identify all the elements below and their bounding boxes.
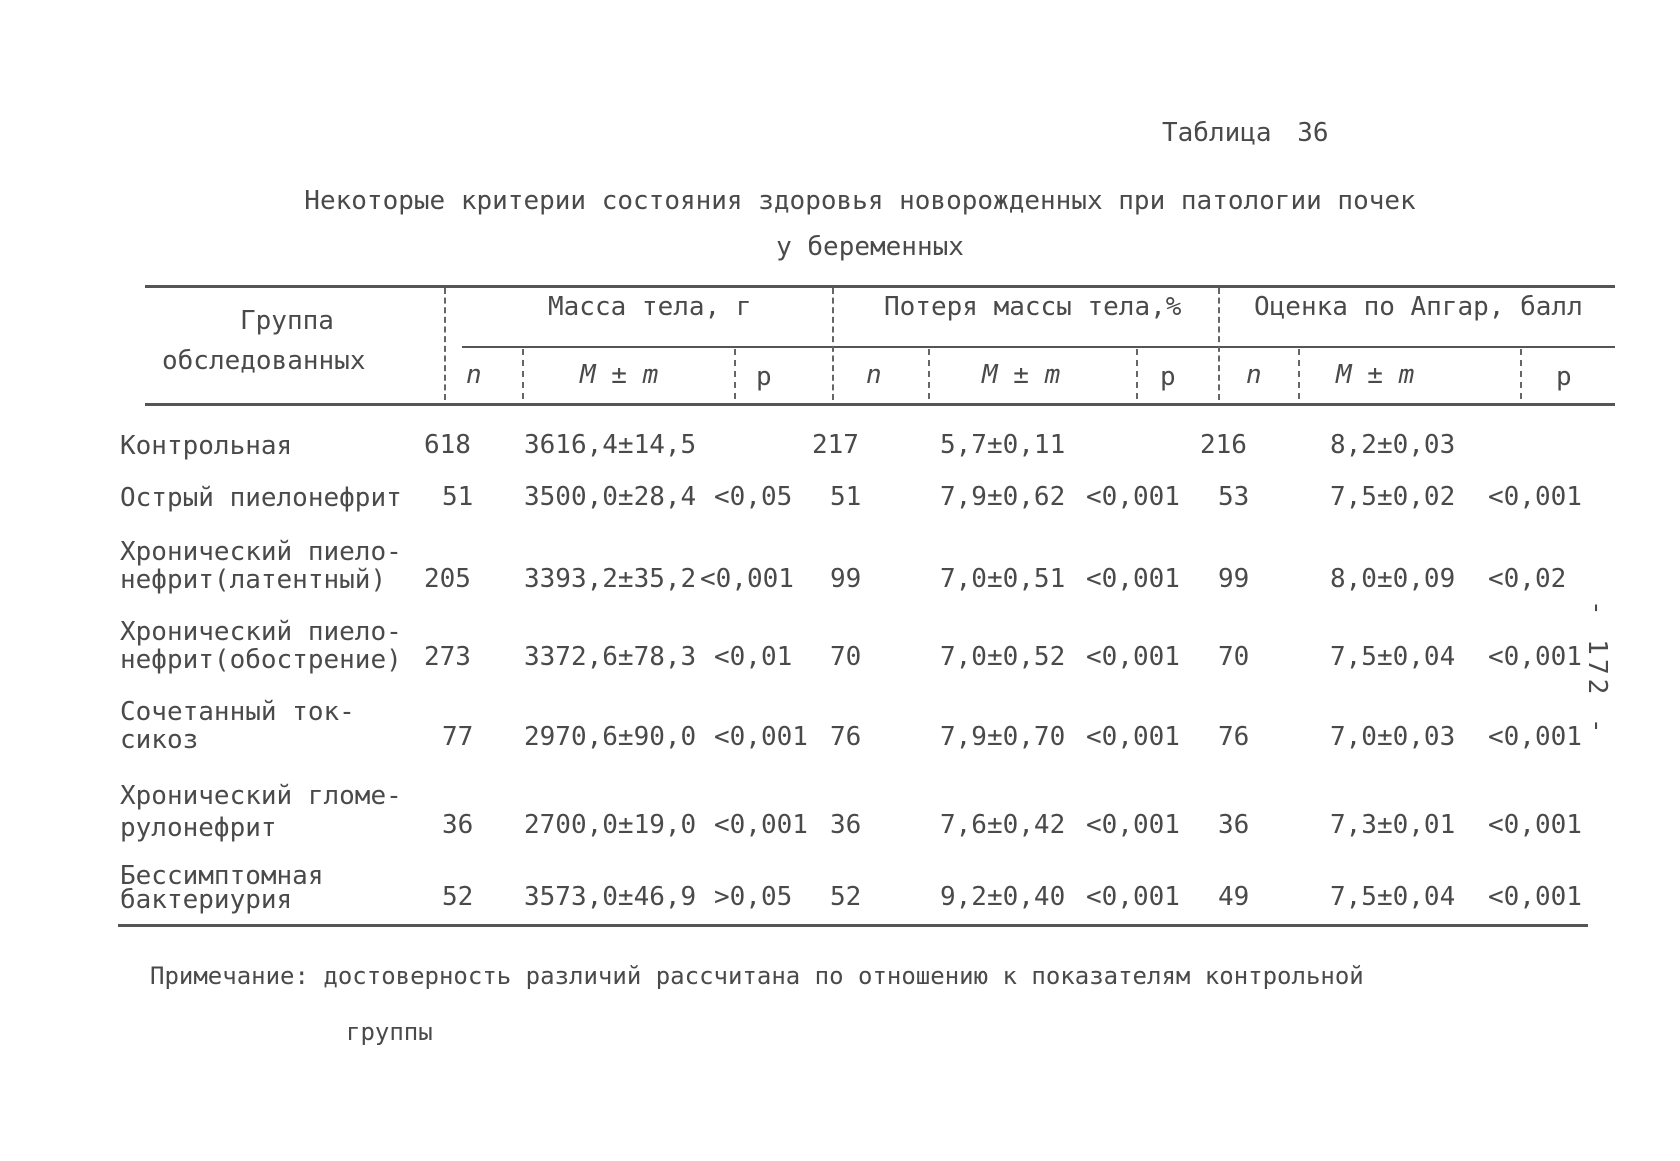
subheader-divider [928, 349, 930, 399]
row-mm-mass: 3372,6±78,3 [524, 642, 697, 672]
row-mm-mass: 3616,4±14,5 [524, 430, 697, 460]
row-n-mass: 273 [424, 642, 471, 672]
row-mm-apgar: 8,2±0,03 [1330, 430, 1456, 460]
row-n-apgar: 53 [1218, 482, 1250, 512]
row-p-mass: <0,001 [700, 564, 794, 594]
header-divider [832, 288, 834, 400]
row-mm-mass: 3500,0±28,4 [524, 482, 697, 512]
row-mm-apgar: 7,3±0,01 [1330, 810, 1456, 840]
row-p-loss: <0,001 [1086, 482, 1180, 512]
row-group: Хронический пиело- [120, 617, 402, 647]
header-bottom-rule [145, 403, 1615, 406]
row-p-mass: >0,05 [714, 882, 793, 912]
row-group: бактериурия [120, 885, 293, 915]
row-n-mass: 36 [442, 810, 474, 840]
row-n-mass: 77 [442, 722, 474, 752]
row-p-loss: <0,001 [1086, 564, 1180, 594]
row-n-apgar: 36 [1218, 810, 1250, 840]
table-title-line1: Некоторые критерии состояния здоровья новорожденных при патологии почек [304, 186, 1416, 216]
row-n-mass: 205 [424, 564, 471, 594]
subheader-n: n [1246, 360, 1262, 390]
row-group: нефрит(обострение) [120, 645, 402, 675]
row-n-loss: 36 [830, 810, 862, 840]
row-p-apgar: <0,02 [1488, 564, 1567, 594]
header-divider [444, 288, 446, 400]
row-p-apgar: <0,001 [1488, 642, 1582, 672]
row-mm-mass: 2970,6±90,0 [524, 722, 697, 752]
table-title-line2: у беременных [776, 232, 964, 262]
row-mm-loss: 7,9±0,70 [940, 722, 1066, 752]
row-p-apgar: <0,001 [1488, 722, 1582, 752]
header-apgar: Оценка по Апгар, балл [1254, 292, 1583, 322]
row-n-apgar: 76 [1218, 722, 1250, 752]
row-mm-loss: 7,0±0,52 [940, 642, 1066, 672]
table-label: Таблица 36 [1162, 118, 1329, 148]
row-group: нефрит(латентный) [120, 565, 387, 595]
subheader-p: p [1160, 362, 1176, 392]
row-mm-apgar: 7,0±0,03 [1330, 722, 1456, 752]
row-n-loss: 217 [812, 430, 859, 460]
row-p-loss: <0,001 [1086, 722, 1180, 752]
row-p-loss: <0,001 [1086, 882, 1180, 912]
table-bottom-rule [118, 924, 1588, 927]
row-n-apgar: 70 [1218, 642, 1250, 672]
footnote-line2: группы [346, 1018, 433, 1046]
row-mm-loss: 9,2±0,40 [940, 882, 1066, 912]
subheader-divider [734, 349, 736, 399]
row-mm-apgar: 7,5±0,02 [1330, 482, 1456, 512]
header-mass: Масса тела, г [548, 292, 752, 322]
row-p-loss: <0,001 [1086, 642, 1180, 672]
row-group: рулонефрит [120, 813, 277, 843]
row-n-apgar: 49 [1218, 882, 1250, 912]
row-n-apgar: 99 [1218, 564, 1250, 594]
row-n-loss: 70 [830, 642, 862, 672]
row-mm-loss: 7,9±0,62 [940, 482, 1066, 512]
page-number: - 172 - [1582, 600, 1612, 738]
subheader-n: n [466, 360, 482, 390]
row-n-loss: 52 [830, 882, 862, 912]
row-mm-loss: 5,7±0,11 [940, 430, 1066, 460]
row-n-loss: 99 [830, 564, 862, 594]
subheader-rule [462, 346, 1615, 348]
subheader-mm: M ± m [982, 360, 1061, 390]
row-group: Хронический пиело- [120, 537, 402, 567]
row-mm-apgar: 8,0±0,09 [1330, 564, 1456, 594]
row-group: Сочетанный ток- [120, 697, 355, 727]
row-p-mass: <0,01 [714, 642, 793, 672]
header-group-line2: обследованных [162, 346, 366, 376]
row-group: Бессимптомная [120, 861, 324, 891]
row-p-apgar: <0,001 [1488, 810, 1582, 840]
subheader-n: n [866, 360, 882, 390]
row-p-mass: <0,001 [714, 810, 808, 840]
row-n-loss: 76 [830, 722, 862, 752]
row-n-mass: 618 [424, 430, 471, 460]
row-p-apgar: <0,001 [1488, 882, 1582, 912]
row-mm-loss: 7,0±0,51 [940, 564, 1066, 594]
row-p-apgar: <0,001 [1488, 482, 1582, 512]
row-n-loss: 51 [830, 482, 862, 512]
table-top-rule [145, 285, 1615, 288]
header-group-line1: Группа [240, 306, 334, 336]
row-n-mass: 52 [442, 882, 474, 912]
header-mass-loss: Потеря массы тела,% [884, 292, 1182, 322]
subheader-divider [1136, 349, 1138, 399]
subheader-mm: M ± m [580, 360, 659, 390]
subheader-divider [522, 349, 524, 399]
row-p-loss: <0,001 [1086, 810, 1180, 840]
row-mm-apgar: 7,5±0,04 [1330, 642, 1456, 672]
row-n-apgar: 216 [1200, 430, 1247, 460]
subheader-p: p [756, 362, 772, 392]
subheader-divider [1520, 349, 1522, 399]
row-group: Острый пиелонефрит [120, 483, 402, 513]
row-group: Хронический гломе- [120, 781, 402, 811]
footnote-line1: Примечание: достоверность различий рассчитана по отношению к показателям контрольной [150, 962, 1364, 990]
row-p-mass: <0,001 [714, 722, 808, 752]
row-group: Контрольная [120, 431, 293, 461]
row-n-mass: 51 [442, 482, 474, 512]
subheader-divider [1298, 349, 1300, 399]
row-mm-mass: 3393,2±35,2 [524, 564, 697, 594]
row-group: сикоз [120, 725, 199, 755]
subheader-p: p [1556, 362, 1572, 392]
row-mm-apgar: 7,5±0,04 [1330, 882, 1456, 912]
row-p-mass: <0,05 [714, 482, 793, 512]
row-mm-mass: 2700,0±19,0 [524, 810, 697, 840]
row-mm-loss: 7,6±0,42 [940, 810, 1066, 840]
row-mm-mass: 3573,0±46,9 [524, 882, 697, 912]
subheader-mm: M ± m [1336, 360, 1415, 390]
header-divider [1218, 288, 1220, 400]
